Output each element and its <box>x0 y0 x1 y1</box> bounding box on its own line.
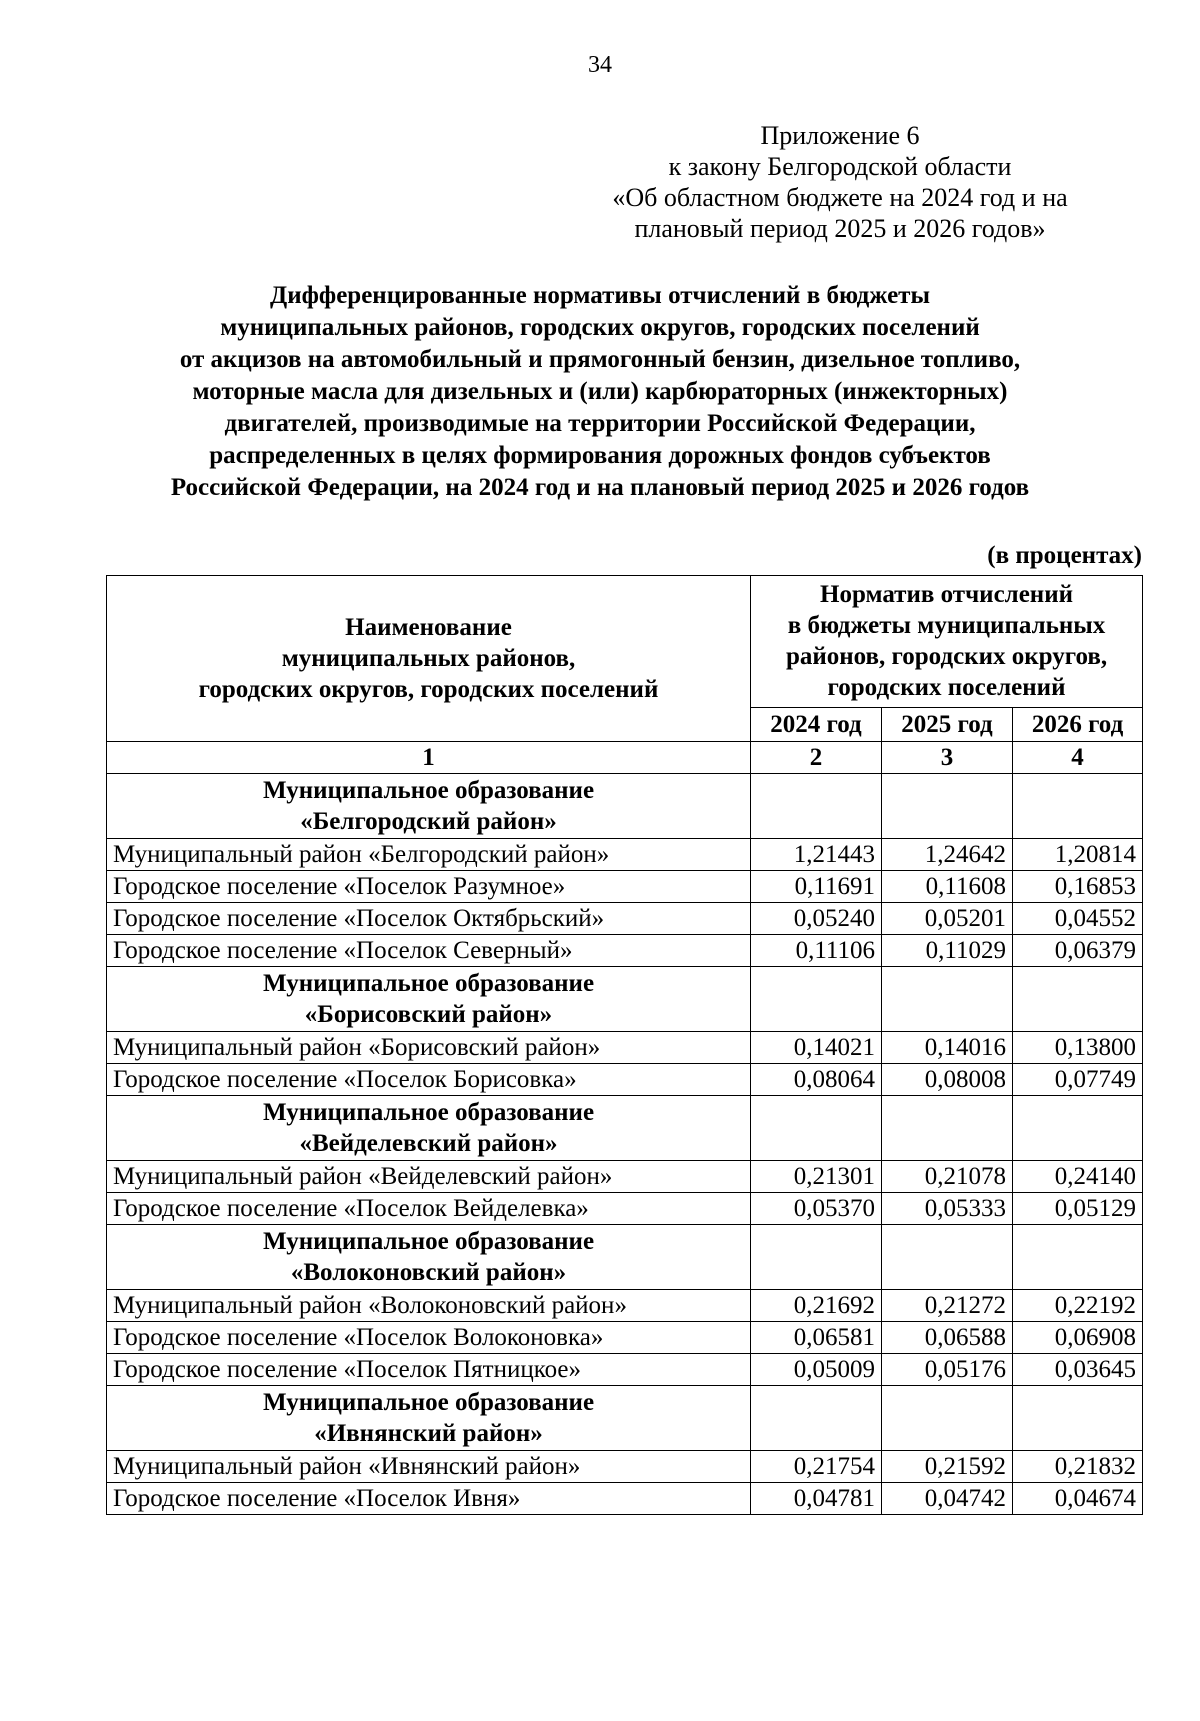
value-2026: 0,24140 <box>1013 1161 1143 1193</box>
empty-cell <box>751 1386 882 1451</box>
entity-name: Городское поселение «Поселок Пятницкое» <box>107 1354 751 1386</box>
appendix-line: Приложение 6 <box>760 121 920 150</box>
title-line: Российской Федерации, на 2024 год и на плановый период 2025 и 2026 годов <box>170 474 1030 501</box>
header-line: городских округов, городских поселений <box>198 676 659 703</box>
group-name <box>107 1225 751 1290</box>
entity-name: Городское поселение «Поселок Борисовка» <box>107 1064 751 1096</box>
value-2024: 0,05370 <box>751 1193 882 1225</box>
group-name <box>107 1386 751 1451</box>
value-2026: 0,13800 <box>1013 1032 1143 1064</box>
empty-cell <box>1013 967 1143 1032</box>
value-2024: 0,11691 <box>751 871 882 903</box>
value-2026: 0,21832 <box>1013 1451 1143 1483</box>
header-line: Наименование <box>345 614 512 641</box>
value-2024: 0,21754 <box>751 1451 882 1483</box>
table-row <box>107 1032 1143 1064</box>
group-name-line: Муниципальное образование <box>262 970 595 997</box>
column-number-row <box>107 742 1143 774</box>
value-2025: 0,21592 <box>882 1451 1013 1483</box>
value-2026: 0,16853 <box>1013 871 1143 903</box>
entity-name: Муниципальный район «Ивнянский район» <box>107 1451 751 1483</box>
value-2025: 0,14016 <box>882 1032 1013 1064</box>
value-2024: 0,21692 <box>751 1290 882 1322</box>
table-row <box>107 1064 1143 1096</box>
empty-cell <box>1013 774 1143 839</box>
value-2025: 1,24642 <box>882 839 1013 871</box>
empty-cell <box>882 1225 1013 1290</box>
group-name-line: Муниципальное образование <box>262 1228 595 1255</box>
entity-name: Городское поселение «Поселок Разумное» <box>107 871 751 903</box>
value-2025: 0,05176 <box>882 1354 1013 1386</box>
value-2026: 0,03645 <box>1013 1354 1143 1386</box>
title-line: моторные масла для дизельных и (или) карбюраторных (инжекторных) <box>192 378 1008 405</box>
empty-cell <box>751 1225 882 1290</box>
value-2026: 0,04674 <box>1013 1483 1143 1515</box>
entity-name: Городское поселение «Поселок Ивня» <box>107 1483 751 1515</box>
empty-cell <box>751 967 882 1032</box>
table-row <box>107 871 1143 903</box>
value-2026: 0,05129 <box>1013 1193 1143 1225</box>
group-name <box>107 967 751 1032</box>
group-name <box>107 1096 751 1161</box>
header-line: муниципальных районов, <box>281 645 576 672</box>
entity-name: Городское поселение «Поселок Вейделевка» <box>107 1193 751 1225</box>
header-line: Норматив отчислений <box>820 581 1074 609</box>
page-number: 34 <box>588 52 612 78</box>
header-year-2025: 2025 год <box>882 707 1013 741</box>
group-name-line: «Волоконовский район» <box>290 1259 567 1286</box>
empty-cell <box>882 774 1013 839</box>
empty-cell <box>751 1096 882 1161</box>
column-number: 3 <box>882 742 1013 774</box>
group-row <box>107 1386 1143 1451</box>
group-name-line: Муниципальное образование <box>262 777 595 804</box>
header-line: районов, городских округов, <box>785 643 1108 671</box>
table-row <box>107 1161 1143 1193</box>
appendix-line: к закону Белгородской области <box>668 152 1012 181</box>
group-name-line: «Вейделевский район» <box>299 1130 558 1157</box>
entity-name: Городское поселение «Поселок Волоконовка» <box>107 1322 751 1354</box>
norms-table <box>106 575 1143 1515</box>
value-2025: 0,06588 <box>882 1322 1013 1354</box>
value-2025: 0,05201 <box>882 903 1013 935</box>
entity-name: Городское поселение «Поселок Октябрьский» <box>107 903 751 935</box>
empty-cell <box>1013 1386 1143 1451</box>
title-line: муниципальных районов, городских округов, городских поселений <box>220 314 980 341</box>
table-row <box>107 1483 1143 1515</box>
header-norm-group <box>751 576 1143 708</box>
value-2024: 0,11106 <box>751 935 882 967</box>
value-2024: 0,05009 <box>751 1354 882 1386</box>
value-2026: 0,07749 <box>1013 1064 1143 1096</box>
value-2025: 0,08008 <box>882 1064 1013 1096</box>
title-line: распределенных в целях формирования дорожных фондов субъектов <box>209 442 991 469</box>
group-name <box>107 774 751 839</box>
header-year-2024: 2024 год <box>751 707 882 741</box>
value-2025: 0,05333 <box>882 1193 1013 1225</box>
value-2024: 0,05240 <box>751 903 882 935</box>
value-2024: 0,06581 <box>751 1322 882 1354</box>
entity-name: Муниципальный район «Вейделевский район» <box>107 1161 751 1193</box>
value-2025: 0,21272 <box>882 1290 1013 1322</box>
empty-cell <box>882 1386 1013 1451</box>
group-name-line: Муниципальное образование <box>262 1099 595 1126</box>
entity-name: Муниципальный район «Волоконовский район» <box>107 1290 751 1322</box>
table-row <box>107 1193 1143 1225</box>
title-line: Дифференцированные нормативы отчислений в бюджеты <box>270 282 930 309</box>
column-number: 4 <box>1013 742 1143 774</box>
group-name-line: «Борисовский район» <box>304 1001 553 1028</box>
appendix-note <box>560 120 1120 244</box>
entity-name: Муниципальный район «Белгородский район» <box>107 839 751 871</box>
value-2024: 0,04781 <box>751 1483 882 1515</box>
empty-cell <box>882 1096 1013 1161</box>
table-row <box>107 839 1143 871</box>
appendix-line: плановый период 2025 и 2026 годов» <box>634 214 1046 243</box>
title-line: двигателей, производимые на территории Российской Федерации, <box>224 410 976 437</box>
value-2026: 1,20814 <box>1013 839 1143 871</box>
value-2025: 0,11608 <box>882 871 1013 903</box>
empty-cell <box>751 774 882 839</box>
value-2026: 0,04552 <box>1013 903 1143 935</box>
value-2026: 0,06908 <box>1013 1322 1143 1354</box>
entity-name: Муниципальный район «Борисовский район» <box>107 1032 751 1064</box>
value-2025: 0,04742 <box>882 1483 1013 1515</box>
empty-cell <box>1013 1225 1143 1290</box>
value-2026: 0,22192 <box>1013 1290 1143 1322</box>
group-name-line: «Ивнянский район» <box>314 1420 543 1447</box>
value-2025: 0,11029 <box>882 935 1013 967</box>
table-row <box>107 1354 1143 1386</box>
header-name-column <box>107 576 751 742</box>
group-row <box>107 1225 1143 1290</box>
header-line: городских поселений <box>827 674 1066 702</box>
entity-name: Городское поселение «Поселок Северный» <box>107 935 751 967</box>
document-title <box>100 280 1100 504</box>
group-row <box>107 1096 1143 1161</box>
table-row <box>107 1322 1143 1354</box>
group-name-line: «Белгородский район» <box>300 808 557 835</box>
empty-cell <box>882 967 1013 1032</box>
group-row <box>107 967 1143 1032</box>
column-number: 1 <box>107 742 751 774</box>
table-row <box>107 903 1143 935</box>
appendix-line: «Об областном бюджете на 2024 год и на <box>612 183 1068 212</box>
header-line: в бюджеты муниципальных <box>787 612 1106 640</box>
value-2025: 0,21078 <box>882 1161 1013 1193</box>
value-2024: 0,21301 <box>751 1161 882 1193</box>
group-row <box>107 774 1143 839</box>
units-label: (в процентах) <box>987 542 1142 569</box>
value-2024: 0,08064 <box>751 1064 882 1096</box>
title-line: от акцизов на автомобильный и прямогонный бензин, дизельное топливо, <box>179 346 1021 373</box>
empty-cell <box>1013 1096 1143 1161</box>
column-number: 2 <box>751 742 882 774</box>
value-2024: 1,21443 <box>751 839 882 871</box>
value-2024: 0,14021 <box>751 1032 882 1064</box>
group-name-line: Муниципальное образование <box>262 1389 595 1416</box>
value-2026: 0,06379 <box>1013 935 1143 967</box>
header-year-2026: 2026 год <box>1013 707 1143 741</box>
table-row <box>107 1451 1143 1483</box>
table-row <box>107 935 1143 967</box>
table-row <box>107 1290 1143 1322</box>
